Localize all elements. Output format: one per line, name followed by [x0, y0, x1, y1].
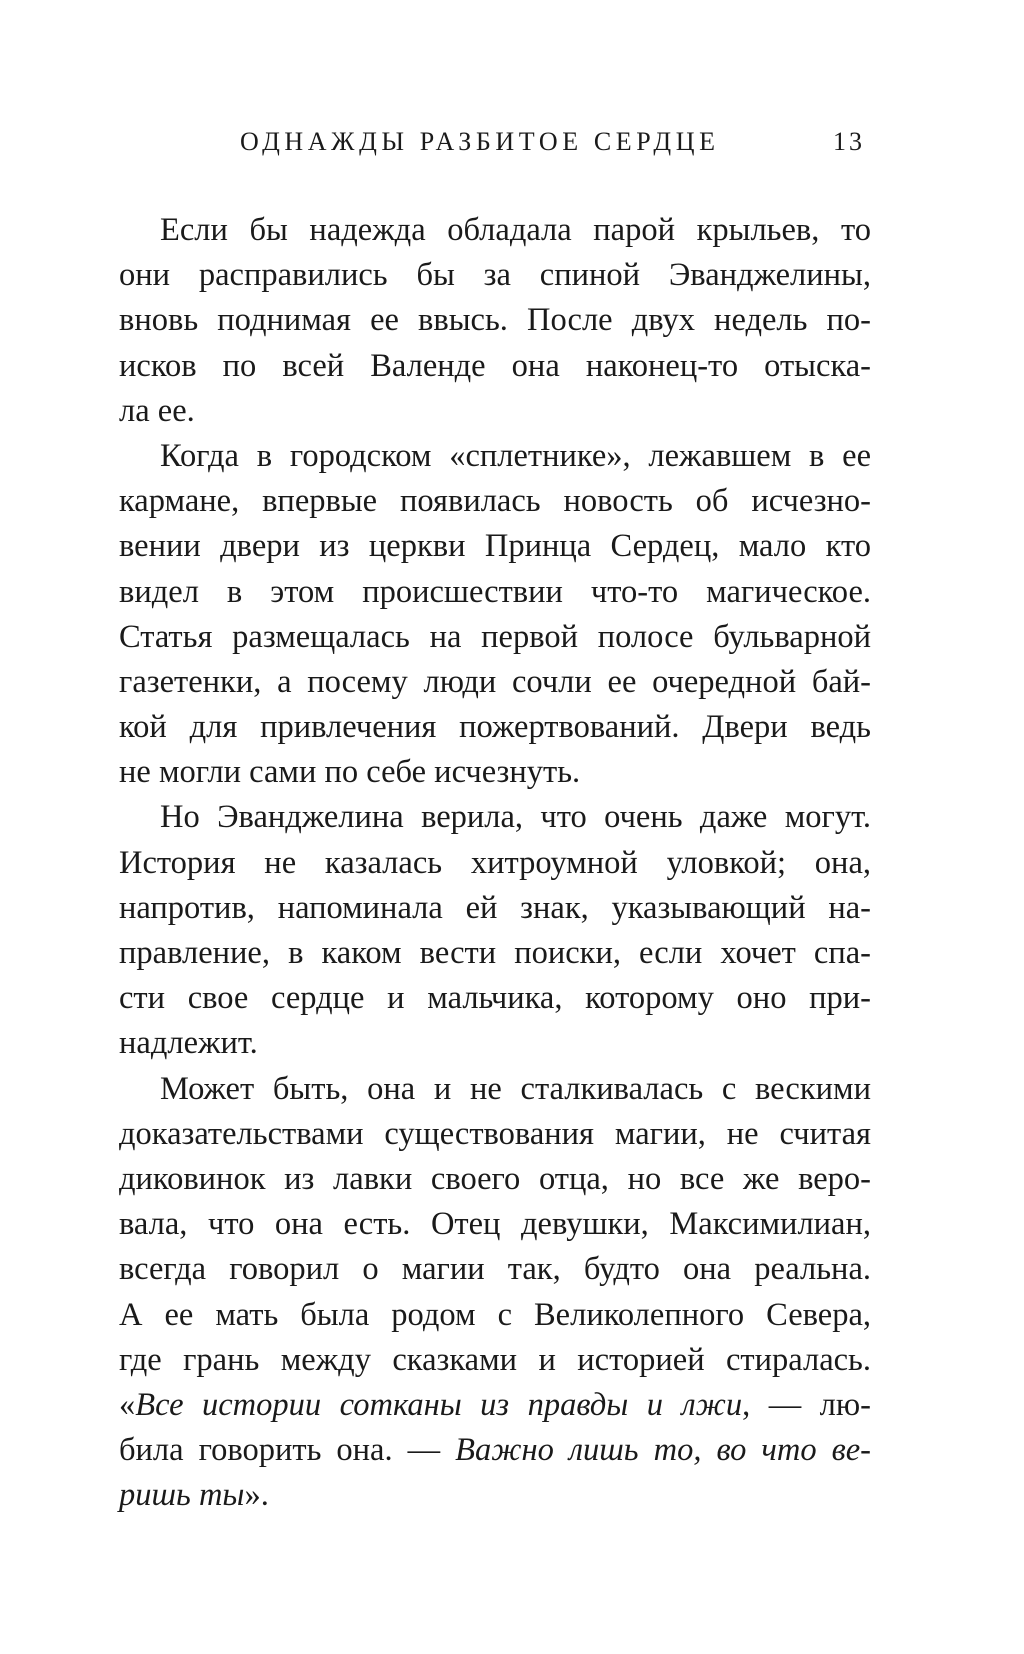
text-line: сти свое сердце и мальчика, которому оно при-	[119, 980, 871, 1017]
text-line: ла ее.	[119, 392, 195, 429]
paragraph-2	[119, 434, 871, 796]
body-text	[119, 208, 871, 1518]
plain-text: била говорить она. —	[119, 1432, 456, 1469]
text-line: диковинок из лавки своего отца, но все же веро-	[119, 1160, 871, 1197]
text-line: напротив, напоминала ей знак, указывающий на-	[119, 889, 871, 926]
text-line: газетенки, а посему люди сочли ее очередной бай-	[119, 663, 871, 700]
text-line: А ее мать была родом с Великолепного Севера,	[119, 1296, 871, 1333]
text-line: надлежит.	[119, 1025, 258, 1062]
quote-open-mark: «	[119, 1386, 136, 1423]
text-line: Если бы надежда обладала парой крыльев, то	[160, 212, 871, 248]
running-title: ОДНАЖДЫ РАЗБИТОЕ СЕРДЦЕ	[240, 127, 720, 156]
text-line: Может быть, она и не сталкивалась с вескими	[160, 1070, 871, 1107]
text-line: где грань между сказками и историей стиралась.	[119, 1341, 871, 1378]
text-line: исков по всей Валенде она наконец-то отыска-	[119, 347, 871, 384]
text-line: Но Эванджелина верила, что очень даже могут.	[160, 799, 871, 836]
text-line: История не казалась хитроумной уловкой; она,	[119, 844, 871, 881]
text-line: они расправились бы за спиной Эванджелины,	[119, 257, 871, 294]
text-line: всегда говорил о магии так, будто она реальна.	[119, 1251, 871, 1288]
text-line: кой для привлечения пожертвований. Двери ведь	[119, 709, 871, 746]
quote-line	[119, 1428, 871, 1473]
quote-line	[119, 1473, 871, 1518]
paragraph-1	[119, 208, 871, 434]
plain-text: , — лю-	[742, 1386, 871, 1423]
text-line: видел в этом происшествии что-то магическое.	[119, 573, 871, 610]
quote-line	[119, 1383, 871, 1428]
italic-quote-text: Важно лишь то, во что ве-	[455, 1432, 871, 1469]
paragraph-4	[119, 1067, 871, 1519]
text-line: кармане, впервые появилась новость об исчезно-	[119, 483, 871, 520]
text-line: Когда в городском «сплетнике», лежавшем в ее	[160, 437, 871, 474]
text-line: вении двери из церкви Принца Сердец, мало кто	[119, 528, 871, 565]
italic-quote-text: Все истории сотканы из правды и лжи	[135, 1386, 743, 1423]
text-line: Статья размещалась на первой полосе бульварной	[119, 618, 871, 655]
italic-quote-text: ришь ты	[119, 1477, 245, 1514]
text-line: вала, что она есть. Отец девушки, Максимилиан,	[119, 1206, 871, 1243]
running-head	[0, 127, 1024, 167]
page-number: 13	[833, 127, 865, 156]
text-line: доказательствами существования магии, не считая	[119, 1115, 871, 1152]
text-line: не могли сами по себе исчезнуть.	[119, 754, 581, 791]
text-line: вновь поднимая ее ввысь. После двух недель по-	[119, 302, 871, 339]
paragraph-3	[119, 795, 871, 1066]
text-line: правление, в каком вести поиски, если хочет спа-	[119, 935, 871, 971]
quote-close-mark: ».	[244, 1477, 269, 1514]
